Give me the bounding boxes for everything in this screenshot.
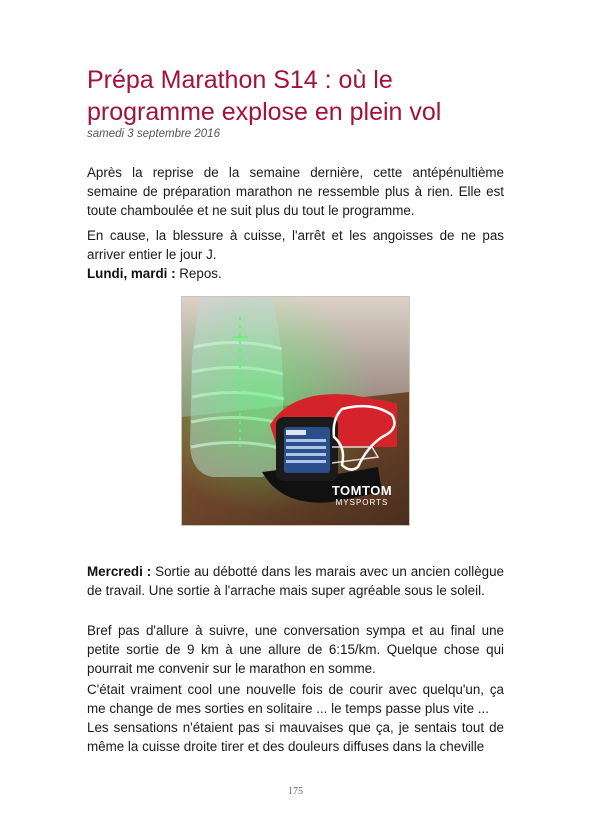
day-label-wednesday: Mercredi : bbox=[87, 564, 152, 579]
paragraph-monday-tuesday bbox=[87, 264, 504, 283]
paragraph-wednesday bbox=[87, 562, 504, 600]
post-title: Prépa Marathon S14 : où le programme explose en plein vol bbox=[87, 66, 442, 126]
tomtom-mysports-logo bbox=[322, 483, 402, 507]
watch-photo bbox=[181, 296, 410, 526]
day-text-wednesday: Sortie au débotté dans les marais avec un ancien collègue de travail. Une sortie à l'arrache mais super agréable sous le soleil. bbox=[87, 564, 505, 599]
logo-brand-line2: MYSPORTS bbox=[335, 498, 389, 507]
paragraph-cause: En cause, la blessure à cuisse, l'arrêt et les angoisses de ne pas arriver entier le jour J. bbox=[87, 228, 504, 263]
paragraph-sensations: Les sensations n'étaient pas si mauvaises que ça, je sentais tout de même la cuisse droite tirer et des douleurs diffuses dans la cheville bbox=[87, 720, 504, 755]
day-label-monday-tuesday: Lundi, mardi : bbox=[87, 266, 176, 281]
paragraph-intro: Après la reprise de la semaine dernière, cette antépénultième semaine de préparation marathon ne ressemble plus à rien. Elle est toute chamboulée et ne suit plus du tout le programme. bbox=[87, 165, 504, 219]
logo-brand-line1: TOMTOM bbox=[331, 483, 393, 498]
post-date: samedi 3 septembre 2016 bbox=[87, 128, 220, 140]
paragraph-company: C'était vraiment cool une nouvelle fois de courir avec quelqu'un, ça me change de mes sorties en solitaire ... le temps passe plus vite ... bbox=[87, 682, 504, 717]
page-number: 175 bbox=[288, 786, 303, 797]
day-text-monday-tuesday: Repos. bbox=[175, 266, 222, 281]
paragraph-pace: Bref pas d'allure à suivre, une conversation sympa et au final une petite sortie de 9 km à une allure de 6:15/km. Quelque chose qui pourrait me convenir sur le marathon en somme. bbox=[87, 623, 504, 677]
